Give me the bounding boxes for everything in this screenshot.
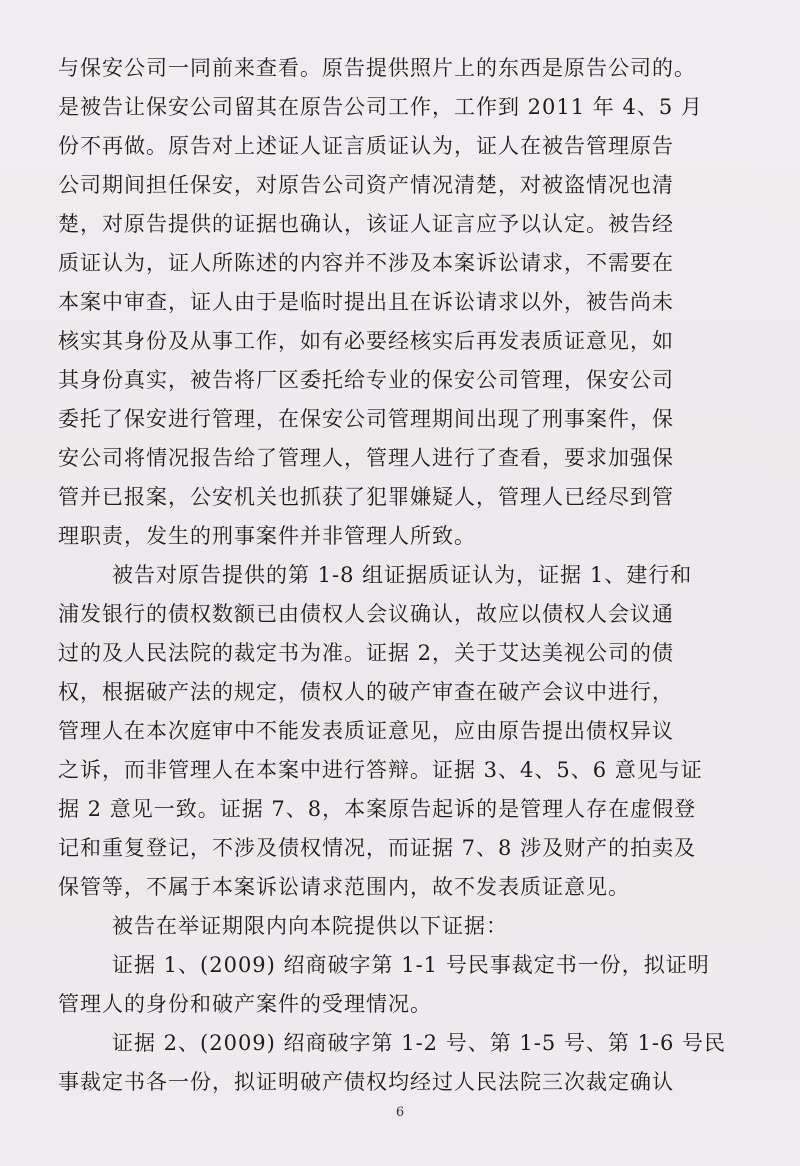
text-line: 与保安公司一同前来查看。原告提供照片上的东西是原告公司的。 [58,56,696,80]
text-line: 楚，对原告提供的证据也确认，该证人证言应予以认定。被告经 [58,212,674,236]
text-line: 份不再做。原告对上述证人证言质证认为，证人在被告管理原告 [58,134,674,158]
text-line: 保管等，不属于本案诉讼请求范围内，故不发表质证意见。 [58,875,630,899]
text-line: 是被告让保安公司留其在原告公司工作，工作到 2011 年 4、5 月 [58,95,703,119]
text-line: 浦发银行的债权数额已由债权人会议确认，故应以债权人会议通 [58,602,674,626]
paragraph-first-line: 证据 2、(2009) 绍商破字第 1-2 号、第 1-5 号、第 1-6 号民 [112,1031,727,1055]
text-line: 权，根据破产法的规定，债权人的破产审查在破产会议中进行， [58,680,674,704]
text-line: 其身份真实，被告将厂区委托给专业的保安公司管理，保安公司 [58,368,674,392]
text-line: 过的及人民法院的裁定书为准。证据 2，关于艾达美视公司的债 [58,641,675,665]
text-line: 本案中审查，证人由于是临时提出且在诉讼请求以外，被告尚未 [58,290,674,314]
paragraph-first-line: 被告在举证期限内向本院提供以下证据： [112,914,508,938]
text-line: 管理人的身份和破产案件的受理情况。 [58,992,432,1016]
paragraph-first-line: 被告对原告提供的第 1-8 组证据质证认为，证据 1、建行和 [112,563,693,587]
text-line: 安公司将情况报告给了管理人，管理人进行了查看，要求加强保 [58,446,674,470]
text-line: 核实其身份及从事工作，如有必要经核实后再发表质证意见，如 [58,329,674,353]
text-line: 据 2 意见一致。证据 7、8，本案原告起诉的是管理人存在虚假登 [58,797,697,821]
text-line: 之诉，而非管理人在本案中进行答辩。证据 3、4、5、6 意见与证 [58,758,703,782]
text-line: 公司期间担任保安，对原告公司资产情况清楚，对被盗情况也清 [58,173,674,197]
text-line: 管理人在本次庭审中不能发表质证意见，应由原告提出债权异议 [58,719,674,743]
text-line: 管并已报案，公安机关也抓获了犯罪嫌疑人，管理人已经尽到管 [58,485,674,509]
text-line: 质证认为，证人所陈述的内容并不涉及本案诉讼请求，不需要在 [58,251,674,275]
page-number: 6 [395,1105,405,1120]
text-line: 委托了保安进行管理，在保安公司管理期间出现了刑事案件，保 [58,407,674,431]
text-line: 记和重复登记，不涉及债权情况，而证据 7、8 涉及财产的拍卖及 [58,836,697,860]
paragraph-first-line: 证据 1、(2009) 绍商破字第 1-1 号民事裁定书一份，拟证明 [112,953,710,977]
text-line: 事裁定书各一份，拟证明破产债权均经过人民法院三次裁定确认 [58,1070,674,1094]
text-line: 理职责，发生的刑事案件并非管理人所致。 [58,524,476,548]
